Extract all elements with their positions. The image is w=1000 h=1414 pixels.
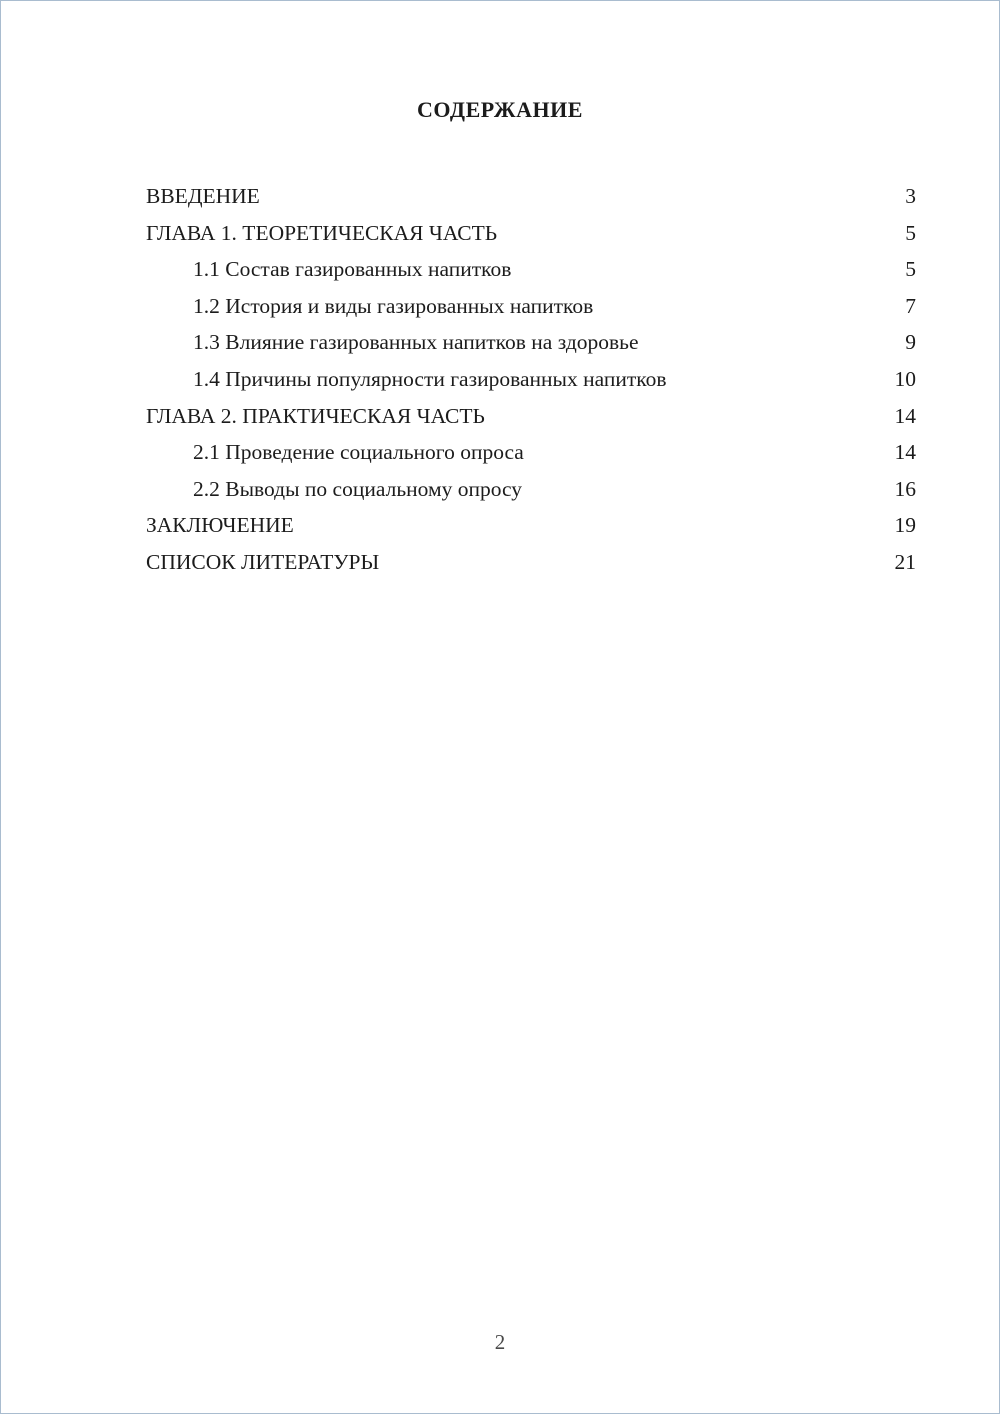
toc-entry-page: 14 [894,403,916,428]
toc-entry [146,544,916,581]
toc-entry-label: 1.4 Причины популярности газированных напитков [193,366,667,391]
toc-entry-label: 2.2 Выводы по социальному опросу [193,476,523,501]
toc-entry-label: 2.1 Проведение социального опроса [193,440,524,465]
toc-entry [146,324,916,361]
toc-entry-label: ЗАКЛЮЧЕНИЕ [146,513,294,538]
table-of-contents [1,178,999,581]
toc-entry [146,507,916,544]
toc-entry-label: ГЛАВА 1. ТЕОРЕТИЧЕСКАЯ ЧАСТЬ [146,220,498,245]
toc-entry-page: 16 [894,476,916,501]
toc-entry-label: 1.1 Состав газированных напитков [193,257,512,282]
toc-entry-label: 1.2 История и виды газированных напитков [193,293,594,318]
toc-entry-page: 14 [894,440,916,465]
toc-entry-page: 5 [905,220,916,245]
toc-entry [146,251,916,288]
toc-entry-label: ГЛАВА 2. ПРАКТИЧЕСКАЯ ЧАСТЬ [146,403,485,428]
toc-entry-page: 7 [905,293,916,318]
toc-entry-label: ВВЕДЕНИЕ [146,184,260,208]
toc-entry [146,178,916,215]
toc-entry [146,215,916,252]
page-title: СОДЕРЖАНИЕ [417,97,583,122]
toc-entry-page: 9 [905,330,916,355]
toc-entry-page: 21 [894,549,916,574]
page-number: 2 [494,1330,506,1354]
toc-entry [146,434,916,471]
toc-entry-label: СПИСОК ЛИТЕРАТУРЫ [146,549,380,574]
toc-entry-page: 3 [905,184,916,208]
toc-entry [146,288,916,325]
toc-entry-page: 10 [894,366,916,391]
toc-entry [146,398,916,435]
toc-entry-page: 5 [905,257,916,282]
toc-entry-label: 1.3 Влияние газированных напитков на здоровье [193,330,639,355]
toc-entry [146,361,916,398]
toc-entry [146,471,916,508]
toc-entry-page: 19 [894,513,916,538]
